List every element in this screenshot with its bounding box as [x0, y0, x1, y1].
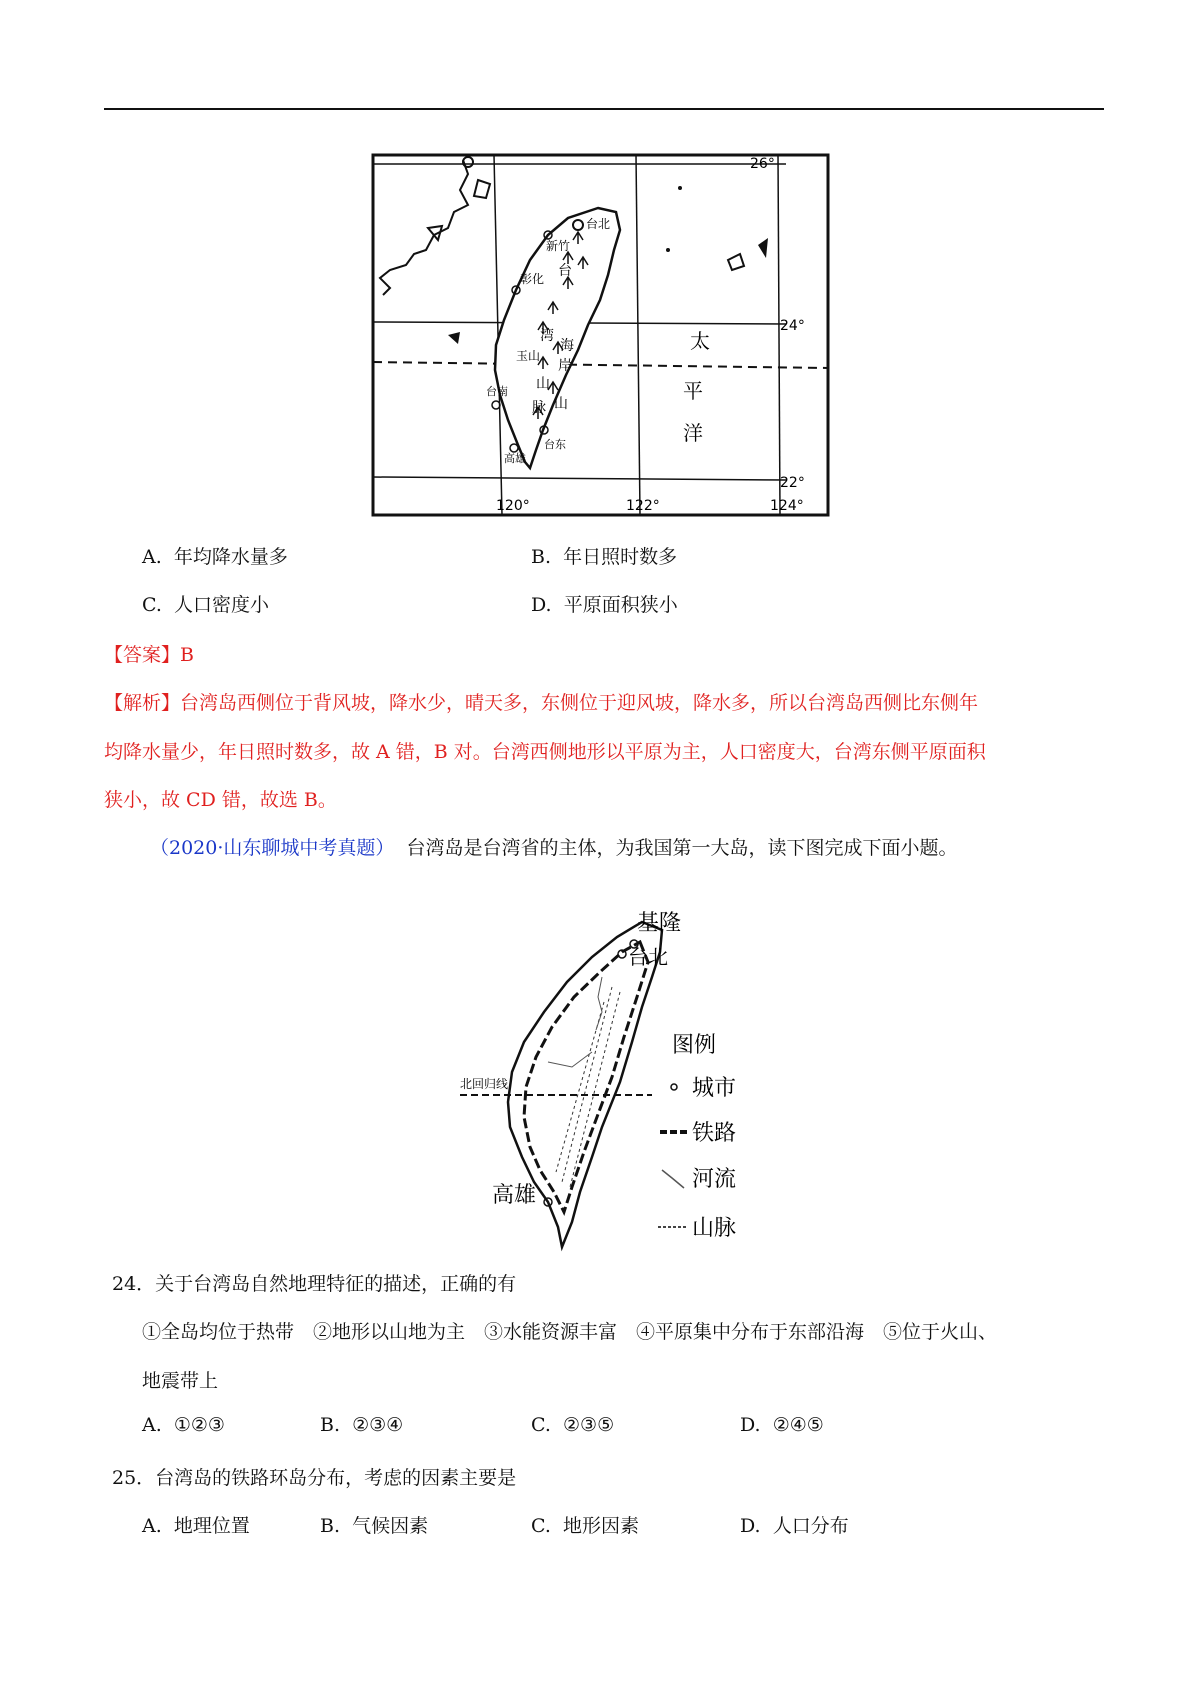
option-c: C. ②③⑤ — [531, 1414, 615, 1436]
option-d: D. 人口分布 — [740, 1515, 849, 1537]
city-label: 高雄 — [492, 1183, 537, 1208]
place-label: 湾 — [540, 328, 554, 344]
lon-label: 120° — [496, 498, 530, 514]
place-label: 台北 — [586, 217, 611, 231]
analysis-line: 均降水量少，年日照时数多，故 A 错，B 对。台湾西侧地形以平原为主，人口密度大，台湾东侧平原面积 — [104, 741, 986, 763]
mainland-coast — [380, 160, 468, 295]
tainan-marker — [492, 401, 500, 409]
option-c: C. 地形因素 — [531, 1515, 640, 1537]
lat-label: 24° — [780, 318, 805, 334]
city-label: 台北 — [628, 945, 668, 969]
lon-label: 124° — [770, 498, 804, 514]
option-a: A. 年均降水量多 — [142, 546, 288, 568]
sea-label: 平 — [683, 379, 703, 403]
lat-label: 26° — [750, 156, 775, 172]
lon-label: 122° — [626, 498, 660, 514]
option-c: C. 人口密度小 — [142, 594, 270, 616]
taiwan-railway-map — [452, 902, 752, 1254]
place-label: 山 — [536, 376, 550, 392]
option-a: A. 地理位置 — [142, 1515, 250, 1537]
lat-22-line — [373, 477, 786, 480]
question-25-stem: 25．台湾岛的铁路环岛分布，考虑的因素主要是 — [112, 1467, 517, 1489]
question-24-choices: ①全岛均位于热带 ②地形以山地为主 ③水能资源丰富 ④平原集中分布于东部沿海 ⑤位于火山、 — [142, 1321, 998, 1343]
place-label: 山 — [554, 396, 568, 412]
header-rule — [104, 108, 1104, 110]
place-label: 新竹 — [546, 239, 571, 253]
place-label: 高雄 — [504, 452, 526, 465]
place-label: 海 — [560, 338, 574, 354]
legend-item: 山脉 — [692, 1216, 737, 1241]
question-source: （2020·山东聊城中考真题） — [150, 837, 395, 859]
option-d: D. ②④⑤ — [740, 1414, 824, 1436]
city-label: 基隆 — [637, 911, 682, 936]
island-shape — [474, 180, 490, 198]
legend-title: 图例 — [672, 1033, 717, 1058]
intro-line — [150, 833, 958, 860]
tropic-label: 北回归线 — [460, 1077, 509, 1091]
legend-river-symbol — [662, 1170, 684, 1188]
option-b: B. 气候因素 — [320, 1515, 429, 1537]
place-label: 台东 — [544, 438, 566, 451]
legend-item: 城市 — [692, 1076, 737, 1101]
analysis-line: 狭小，故 CD 错，故选 B。 — [104, 789, 337, 811]
lon-122-line — [636, 155, 640, 515]
sea-label: 太 — [690, 329, 710, 353]
island-shape — [448, 332, 460, 344]
place-label: 玉山 — [516, 349, 541, 363]
option-b: B. ②③④ — [320, 1414, 404, 1436]
question-24-choices: 地震带上 — [142, 1370, 219, 1392]
place-label: 台 — [558, 263, 572, 279]
analysis-line: 【解析】台湾岛西侧位于背风坡，降水少，晴天多，东侧位于迎风坡，降水多，所以台湾岛西侧比东侧年 — [104, 692, 979, 714]
legend-item: 铁路 — [692, 1121, 737, 1146]
legend-city-symbol — [671, 1084, 677, 1090]
place-label: 岸 — [558, 358, 572, 374]
option-b: B. 年日照时数多 — [531, 546, 678, 568]
taiwan-climate-map — [368, 150, 843, 530]
tropic-line — [373, 362, 828, 368]
place-label: 彰化 — [520, 272, 545, 286]
island-shape — [758, 238, 768, 258]
answer-text: 【答案】B — [104, 644, 194, 666]
option-d: D. 平原面积狭小 — [531, 594, 678, 616]
lat-label: 22° — [780, 475, 805, 491]
question-24-stem: 24．关于台湾岛自然地理特征的描述，正确的有 — [112, 1273, 517, 1295]
island-shape — [728, 254, 744, 270]
option-a: A. ①②③ — [142, 1414, 225, 1436]
sea-label: 洋 — [683, 421, 703, 445]
legend-item: 河流 — [692, 1167, 737, 1192]
lon-124-line — [778, 155, 780, 515]
kaohsiung-marker — [510, 444, 518, 452]
intro-text: 台湾岛是台湾省的主体，为我国第一大岛，读下图完成下面小题。 — [406, 837, 958, 859]
island-shape — [428, 226, 442, 240]
place-label: 台南 — [486, 385, 508, 398]
place-label: 脉 — [532, 400, 546, 416]
